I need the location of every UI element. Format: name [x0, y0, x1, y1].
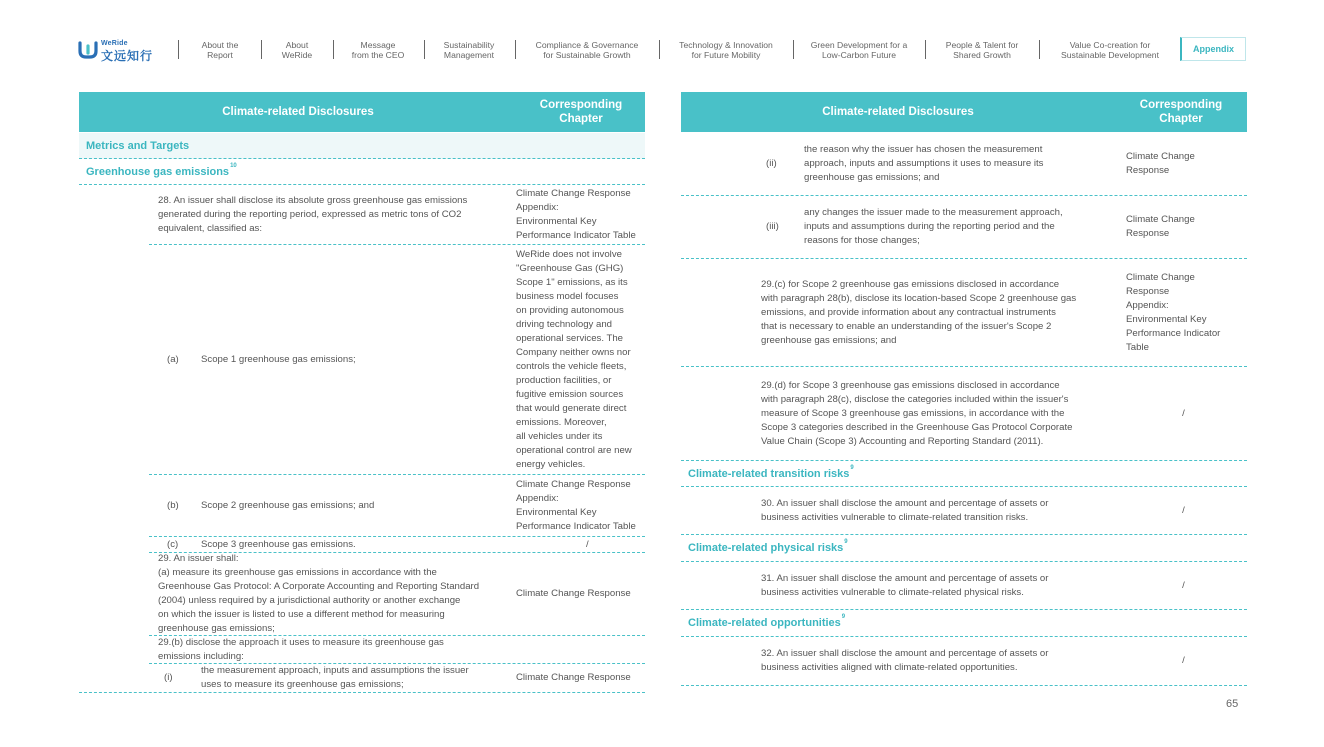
disclosure-text: 29.(c) for Scope 2 greenhouse gas emissions disclosed in accordance with paragraph 28(b), disclose its location-based Scope 2 greenhouse gas emissions, and provide information about any contractual instruments that is necessary to enable an understanding of the issuer's Scope 2 greenhouse gas emissions; and [761, 278, 1077, 346]
disclosure-text: 32. An issuer shall disclose the amount and percentage of assets or business activities aligned with climate-related opportunities. [761, 648, 1049, 673]
nav-green-development[interactable] [799, 38, 919, 62]
footnote-marker: 9 [844, 539, 848, 545]
nav-separator [333, 40, 334, 59]
nav-label: About the Report [201, 40, 239, 60]
nav-compliance-governance[interactable] [521, 38, 653, 62]
table-row [681, 367, 1247, 461]
section-title [688, 610, 845, 636]
disclosure-text: 30. An issuer shall disclose the amount and percentage of assets or business activities vulnerable to climate-related transition risks. [761, 497, 1049, 523]
nav-label: Green Development for a Low-Carbon Future [810, 40, 908, 60]
table-row [149, 537, 645, 553]
nav-separator [659, 40, 660, 59]
chapter-text: WeRide does not involve "Greenhouse Gas (GHG) Scope 1" emissions, as its business model focuses on providing autonomous driving technology and operational services. The Company neither owns nor controls the vehicle fleets, production facilities, or fugitive emission sources that would generate direct emissions. Moreover, all vehicles under its operational control are new energy vehicles. [516, 248, 632, 470]
nav-separator [178, 40, 179, 59]
chapter-text: / [1182, 579, 1185, 591]
nav-message-ceo[interactable] [339, 38, 417, 62]
chapter-text: Climate Change Response Appendix: Environmental Key Performance Indicator Table [516, 478, 636, 532]
subsection-label: Greenhouse gas emissions [86, 165, 230, 178]
chapter-text: Climate Change Response [516, 588, 631, 599]
table-row [681, 196, 1247, 259]
nav-value-cocreation[interactable] [1045, 38, 1175, 62]
nav-separator [515, 40, 516, 59]
table-header [79, 92, 645, 132]
nav-label: Technology & Innovation for Future Mobility [679, 40, 773, 60]
logo-chinese-text: 文远知行 [101, 49, 154, 63]
disclosure-text: 28. An issuer shall disclose its absolute gross greenhouse gas emissions generated during the reporting period, expressed as metric tons of CO2 equivalent, classified as: [158, 194, 468, 234]
nav-separator [1039, 40, 1040, 59]
nav-label: About WeRide [281, 40, 313, 60]
nav-about-report[interactable] [185, 38, 255, 62]
weride-logo[interactable] [78, 38, 168, 62]
section-row [79, 133, 645, 159]
disclosure-text: Scope 3 greenhouse gas emissions. [201, 538, 356, 550]
nav-separator [793, 40, 794, 59]
chapter-text: / [586, 538, 589, 550]
section-title: Metrics and Targets [86, 139, 190, 152]
footnote-marker: 9 [841, 614, 846, 620]
section-row [681, 535, 1247, 562]
disclosure-text: any changes the issuer made to the measurement approach, inputs and assumptions during the reporting period and the reasons for those changes; [804, 207, 1063, 246]
disclosure-text: Scope 2 greenhouse gas emissions; and [201, 499, 375, 511]
nav-separator [925, 40, 926, 59]
weride-logo-icon [78, 40, 98, 60]
disclosure-text: 29. An issuer shall: (a) measure its greenhouse gas emissions in accordance with the Greenhouse Gas Protocol: A Corporate Accounting and Reporting Standard (2004) unless required by a jurisdictional authority or another exchange on which the issuer is listed to use a different method for measuring greenhouse gas emissions; [158, 553, 480, 634]
page-number: 65 [1226, 698, 1239, 710]
chapter-text: / [1182, 655, 1185, 666]
disclosure-text: 29.(b) disclose the approach it uses to measure its greenhouse gas emissions including: [158, 636, 444, 662]
column-header-chapter: Corresponding Chapter [539, 99, 623, 125]
item-marker: (iii) [766, 221, 779, 232]
disclosure-text: 29.(d) for Scope 3 greenhouse gas emissions disclosed in accordance with paragraph 28(c), disclose the categories included within the issuer's measure of Scope 3 greenhouse gas emissions, in accordance with the Scope 3 categories described in the Greenhouse Gas Protocol Corporate Value Chain (Scope 3) Accounting and Reporting Standard (2011). [761, 379, 1073, 447]
nav-appendix[interactable] [1180, 37, 1246, 61]
item-marker: (a) [167, 353, 179, 365]
chapter-text: Climate Change Response [1126, 214, 1195, 239]
chapter-text: / [1182, 407, 1185, 419]
disclosure-text: 31. An issuer shall disclose the amount and percentage of assets or business activities vulnerable to climate-related physical risks. [761, 572, 1049, 598]
table-row [681, 637, 1247, 686]
nav-label: Sustainability Management [443, 40, 495, 60]
nav-separator [261, 40, 262, 59]
column-header-disclosures: Climate-related Disclosures [822, 106, 974, 118]
item-marker: (i) [164, 672, 173, 683]
chapter-text: Climate Change Response Appendix: Environmental Key Performance Indicator Table [516, 187, 636, 241]
column-header-disclosures: Climate-related Disclosures [222, 106, 374, 118]
table-row [681, 133, 1247, 196]
disclosure-text: Scope 1 greenhouse gas emissions; [201, 353, 356, 365]
table-row [681, 562, 1247, 610]
nav-separator [424, 40, 425, 59]
table-row [149, 553, 645, 636]
nav-technology-innovation[interactable] [665, 38, 787, 62]
column-header-chapter: Corresponding Chapter [1139, 99, 1223, 125]
table-row [681, 487, 1247, 535]
footnote-marker: 9 [850, 465, 854, 471]
table-header [681, 92, 1247, 132]
table-row [149, 475, 645, 537]
nav-label: Value Co-creation for Sustainable Development [1061, 40, 1159, 60]
nav-label: Appendix [1192, 44, 1234, 54]
section-label: Climate-related transition risks [688, 467, 850, 480]
chapter-text: / [1182, 504, 1185, 516]
subsection-title [86, 159, 237, 184]
disclosure-text: the reason why the issuer has chosen the measurement approach, inputs and assumptions it uses to measure its greenhouse gas emissions; and [804, 144, 1044, 183]
nav-label: Message from the CEO [351, 40, 405, 60]
item-marker: (c) [167, 538, 179, 550]
disclosure-text: the measurement approach, inputs and assumptions the issuer uses to measure its greenhouse gas emissions; [201, 665, 469, 690]
table-row [149, 636, 645, 664]
left-disclosure-table [79, 92, 645, 694]
item-marker: (b) [167, 499, 179, 511]
table-row [681, 259, 1247, 367]
section-title [688, 535, 848, 561]
table-row [149, 245, 645, 475]
nav-label: Compliance & Governance for Sustainable Growth [535, 40, 639, 60]
table-row [149, 185, 645, 245]
section-title [688, 461, 854, 486]
right-disclosure-table [681, 92, 1247, 688]
nav-people-talent[interactable] [931, 38, 1033, 62]
section-row [681, 610, 1247, 637]
section-label: Climate-related opportunities [688, 617, 841, 629]
chapter-text: Climate Change Response [516, 672, 631, 683]
footnote-marker: 10 [230, 163, 237, 169]
logo-english-text: WeRide [101, 40, 128, 47]
item-marker: (ii) [766, 158, 777, 169]
chapter-text: Climate Change Response [1126, 151, 1195, 176]
nav-label: People & Talent for Shared Growth [945, 40, 1019, 60]
section-row [681, 461, 1247, 487]
nav-sustainability-management[interactable] [430, 38, 508, 62]
subsection-row [79, 159, 645, 185]
table-row [79, 664, 645, 693]
chapter-text: Climate Change Response Appendix: Environmental Key Performance Indicator Table [1126, 271, 1221, 353]
nav-about-weride[interactable] [267, 38, 327, 62]
section-label: Climate-related physical risks [688, 542, 844, 554]
